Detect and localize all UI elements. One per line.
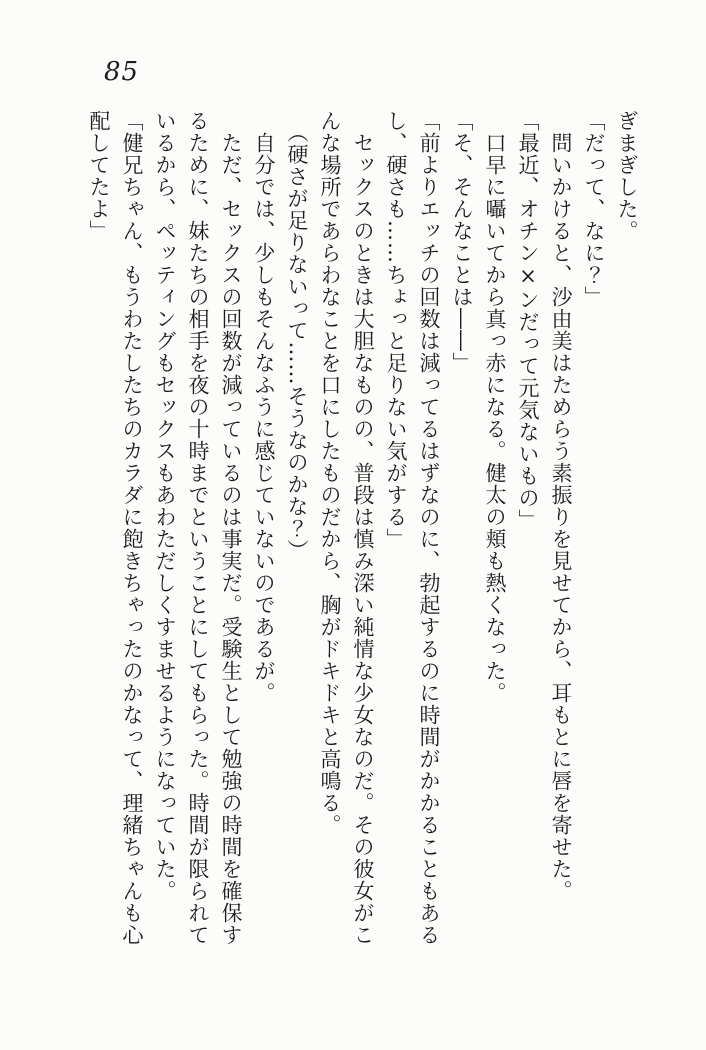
paragraph: 「前よりエッチの回数は減ってるはずなのに、勃起するのに時間がかかることもあるし、硬さも……ちょっと足りない気がする」 — [384, 110, 441, 946]
paragraph: 「最近、オチン×ンだって元気ないもの」 — [516, 110, 540, 531]
paragraph: ぎまぎした。 — [615, 110, 639, 242]
paragraph: セックスのときは大胆なものの、普段は慎み深い純情な少女なのだ。その彼女がこんな場所であらわなことを口にしたものだから、胸がドキドキと高鳴る。 — [318, 110, 375, 946]
paragraph: 「健兄ちゃん、もうわたしたちのカラダに飽きちゃったのかなって、理緒ちゃんも心配してたよ」 — [87, 110, 144, 946]
paragraph: 「だって、なに？」 — [582, 110, 606, 308]
paragraph: 自分では、少しもそんなふうに感じていないのであるが。 — [252, 110, 276, 704]
paragraph: （硬さが足りないって……そうなのかな？） — [285, 110, 309, 562]
page-number: 85 — [104, 57, 140, 87]
paragraph: 口早に囁いてから真っ赤になる。健太の頬も熱くなった。 — [483, 110, 507, 704]
page-text — [82, 110, 643, 955]
paragraph: 問いかけると、沙由美はためらう素振りを見せてから、耳もとに唇を寄せた。 — [549, 110, 573, 902]
paragraph: 「そ、そんなことは――」 — [450, 110, 474, 374]
paragraph: ただ、セックスの回数が減っているのは事実だ。受験生として勉強の時間を確保するために、妹たちの相手を夜の十時までということにしてもらった。時間が限られているから、ペッティングもセックスもあわただしくすませるようになっていた。 — [153, 110, 243, 946]
